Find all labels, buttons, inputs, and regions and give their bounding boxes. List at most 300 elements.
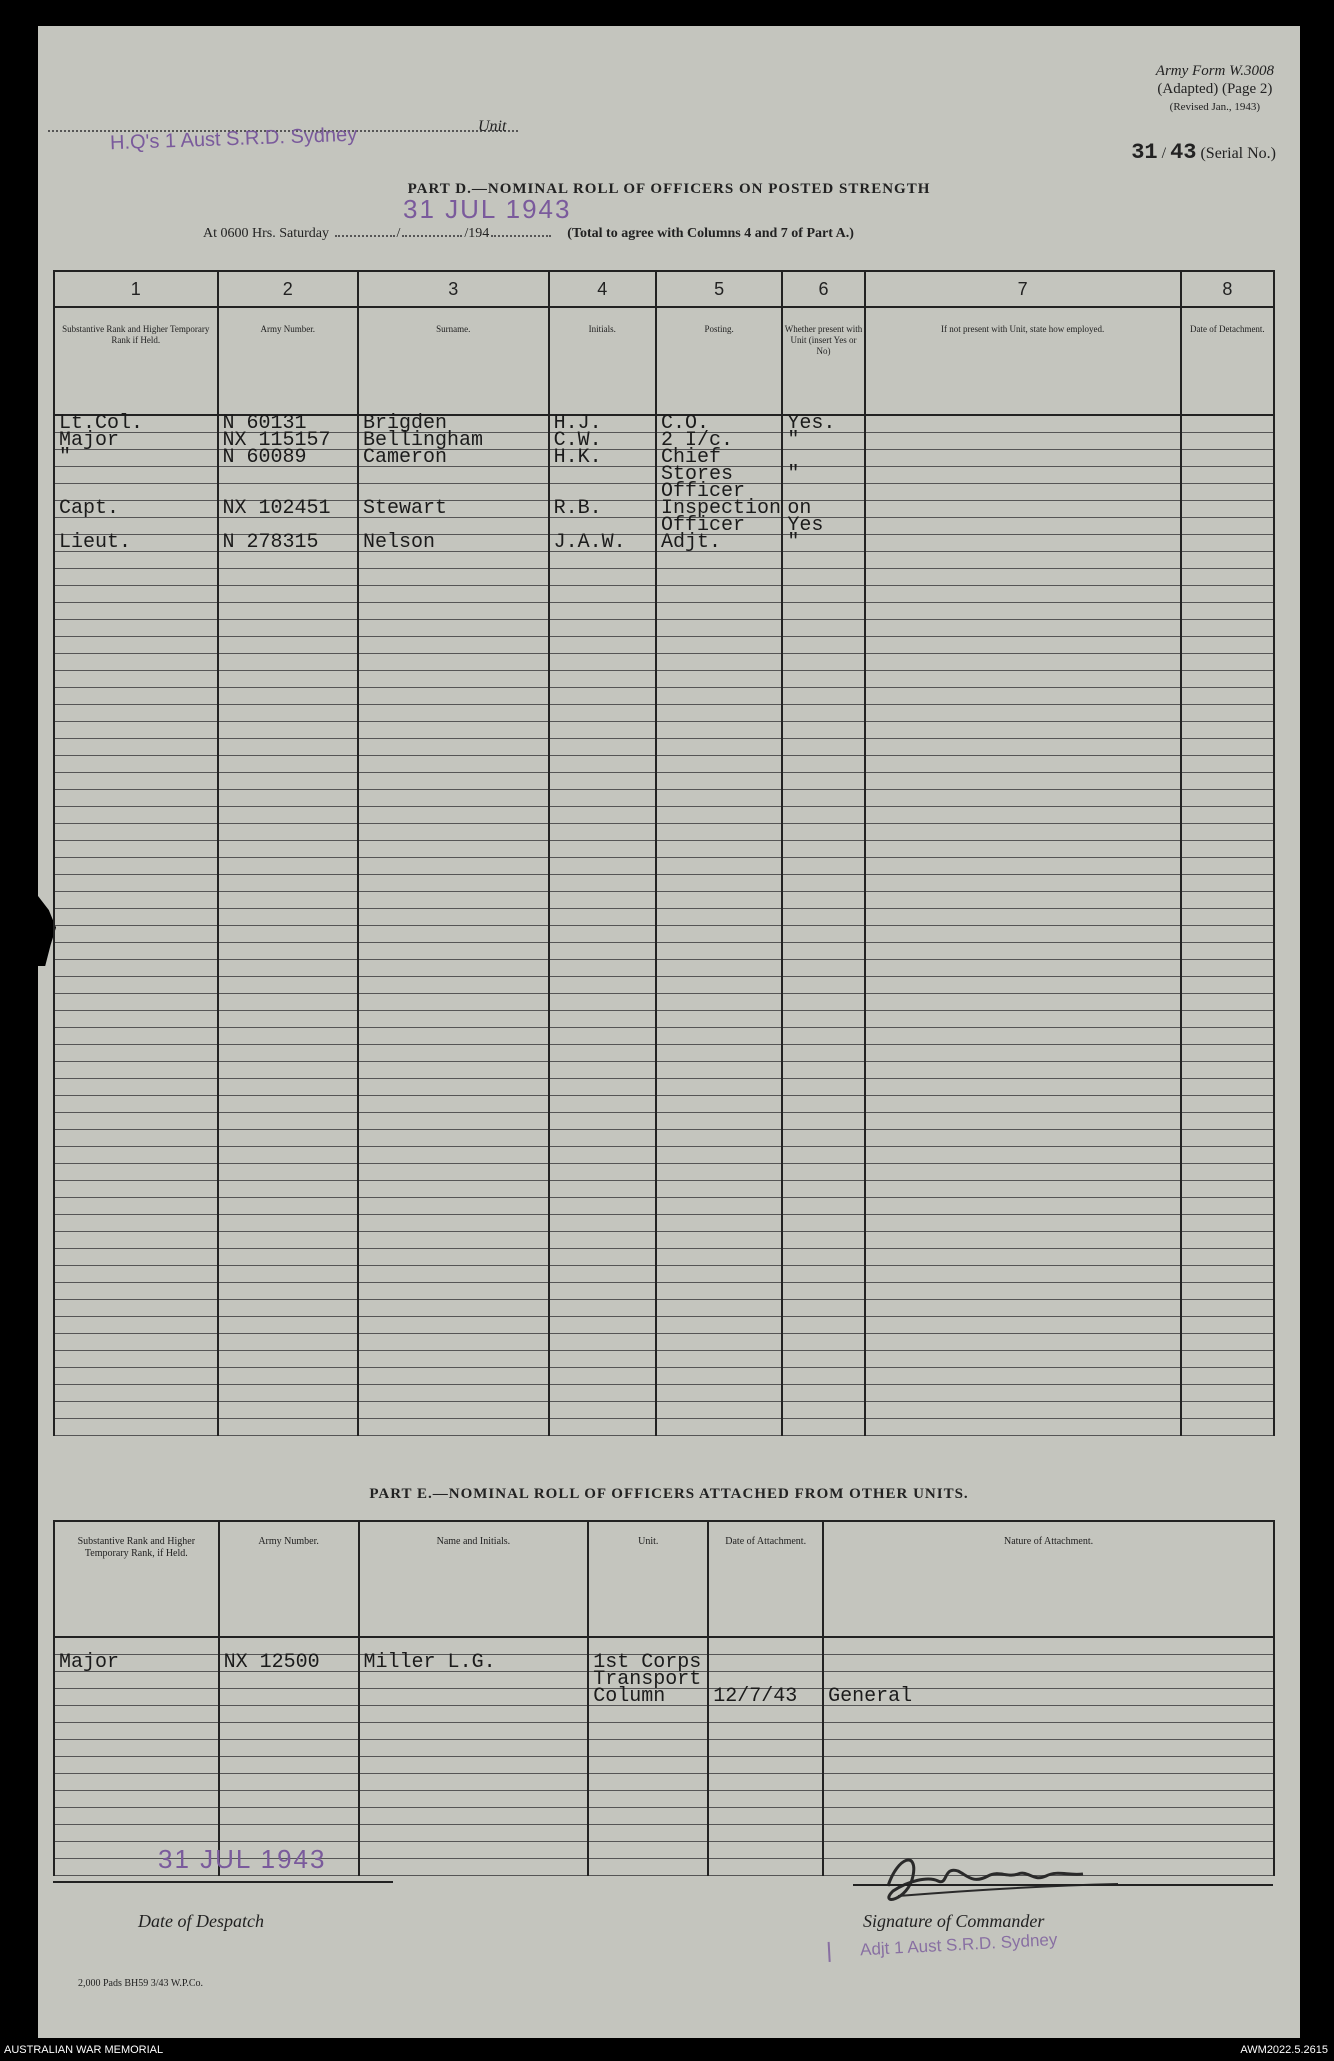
table-cell [865, 603, 1181, 620]
table-cell [1181, 450, 1274, 467]
table-cell [1181, 756, 1274, 773]
table-cell [54, 1181, 218, 1198]
table-cell [54, 773, 218, 790]
table-cell [782, 1181, 864, 1198]
table-cell [218, 1317, 358, 1334]
table-cell [1181, 1266, 1274, 1283]
table-cell [865, 875, 1181, 892]
table-cell [1181, 1164, 1274, 1181]
table-row [54, 705, 1274, 722]
table-cell [358, 909, 549, 926]
table-cell [54, 1062, 218, 1079]
table-cell [218, 943, 358, 960]
table-cell [549, 1045, 656, 1062]
table-cell [218, 1079, 358, 1096]
table-cell [1181, 875, 1274, 892]
table-cell [54, 637, 218, 654]
table-cell [218, 1096, 358, 1113]
table-row [54, 773, 1274, 790]
table-cell [218, 1028, 358, 1045]
table-cell [1181, 1419, 1274, 1436]
table-cell [358, 586, 549, 603]
table-cell [1181, 1368, 1274, 1385]
table-cell [359, 1791, 589, 1808]
table-cell [549, 1147, 656, 1164]
table-cell: General [823, 1689, 1274, 1706]
col-label-posting: Posting. [656, 307, 782, 415]
table-row [54, 994, 1274, 1011]
table-row [54, 1249, 1274, 1266]
table-cell [1181, 569, 1274, 586]
table-cell [782, 586, 864, 603]
table-row [54, 569, 1274, 586]
table-cell [865, 1130, 1181, 1147]
table-cell [218, 1266, 358, 1283]
table-cell [782, 552, 864, 569]
table-cell [218, 1232, 358, 1249]
table-cell [865, 1283, 1181, 1300]
table-cell [1181, 1249, 1274, 1266]
table-row [54, 875, 1274, 892]
table-cell [865, 1368, 1181, 1385]
table-cell [782, 1113, 864, 1130]
table-cell [656, 1385, 782, 1402]
table-cell [218, 841, 358, 858]
table-cell [359, 1842, 589, 1859]
table-cell [359, 1689, 589, 1706]
table-cell [549, 1113, 656, 1130]
table-cell [218, 637, 358, 654]
table-cell [218, 960, 358, 977]
table-row [54, 1079, 1274, 1096]
table-cell [1181, 501, 1274, 518]
table-cell [549, 960, 656, 977]
table-cell [359, 1740, 589, 1757]
table-cell [54, 1147, 218, 1164]
table-cell [656, 1351, 782, 1368]
table-cell [656, 1045, 782, 1062]
table-cell [359, 1825, 589, 1842]
table-cell [865, 467, 1181, 484]
col-number: 2 [218, 271, 358, 307]
table-cell [218, 1368, 358, 1385]
table-cell [656, 637, 782, 654]
serial-sep: / [1161, 145, 1167, 162]
table-cell [54, 1028, 218, 1045]
table-cell [865, 1181, 1181, 1198]
table-cell [1181, 739, 1274, 756]
table-cell: on [782, 501, 864, 518]
col-label-employment: If not present with Unit, state how employed. [865, 307, 1181, 415]
unit-label: Unit [478, 118, 507, 135]
table-row [54, 1317, 1274, 1334]
table-cell [588, 1842, 708, 1859]
table-cell [782, 875, 864, 892]
table-cell [218, 654, 358, 671]
table-cell [823, 1791, 1274, 1808]
table-cell [54, 1249, 218, 1266]
table-cell [54, 1419, 218, 1436]
table-cell [1181, 1181, 1274, 1198]
table-row [54, 1096, 1274, 1113]
col-label-detachment: Date of Detachment. [1181, 307, 1274, 415]
table-cell [218, 773, 358, 790]
table-row [54, 603, 1274, 620]
table-cell [219, 1723, 359, 1740]
month-field [402, 235, 462, 237]
table-cell [549, 688, 656, 705]
table-cell [54, 1368, 218, 1385]
table-row [54, 1723, 1274, 1740]
table-row [54, 671, 1274, 688]
table-cell [549, 841, 656, 858]
table-cell [656, 1113, 782, 1130]
table-cell [358, 1079, 549, 1096]
table-cell [549, 603, 656, 620]
part-d-rows [54, 412, 1274, 1436]
col-label-date-attachment: Date of Attachment. [708, 1521, 823, 1637]
table-cell [782, 1300, 864, 1317]
table-cell [865, 1317, 1181, 1334]
table-cell [358, 569, 549, 586]
table-cell [218, 756, 358, 773]
table-cell [865, 1300, 1181, 1317]
table-cell [54, 1825, 219, 1842]
col-label-initials: Initials. [549, 307, 656, 415]
table-cell [549, 892, 656, 909]
table-cell [358, 1232, 549, 1249]
table-cell [588, 1859, 708, 1876]
table-cell [54, 1672, 219, 1689]
despatch-label: Date of Despatch [138, 1911, 264, 1931]
table-row [54, 722, 1274, 739]
table-cell [865, 892, 1181, 909]
table-cell [358, 1249, 549, 1266]
table-cell: Inspection [656, 501, 782, 518]
table-cell [359, 1808, 589, 1825]
table-row [54, 1130, 1274, 1147]
table-cell [656, 1028, 782, 1045]
table-cell [708, 1740, 823, 1757]
table-row [54, 1334, 1274, 1351]
table-cell [218, 603, 358, 620]
table-cell: 1st Corps [588, 1655, 708, 1672]
table-cell [656, 739, 782, 756]
table-cell [219, 1672, 359, 1689]
table-cell [358, 671, 549, 688]
table-cell [1181, 1062, 1274, 1079]
table-cell [549, 909, 656, 926]
table-cell [656, 569, 782, 586]
archive-credit: AUSTRALIAN WAR MEMORIAL [4, 2044, 164, 2056]
table-cell [54, 892, 218, 909]
table-cell [588, 1706, 708, 1723]
table-cell [218, 909, 358, 926]
table-cell [1181, 1096, 1274, 1113]
table-row [54, 756, 1274, 773]
table-row [54, 688, 1274, 705]
table-cell [782, 1266, 864, 1283]
table-cell [656, 705, 782, 722]
archive-id: AWM2022.5.2615 [1240, 2044, 1328, 2056]
table-cell [782, 1045, 864, 1062]
table-cell [218, 620, 358, 637]
table-cell [358, 1062, 549, 1079]
table-cell [219, 1808, 359, 1825]
table-cell [549, 1028, 656, 1045]
table-cell [549, 943, 656, 960]
table-cell [549, 467, 656, 484]
table-cell [358, 790, 549, 807]
table-cell [782, 705, 864, 722]
table-cell [218, 1113, 358, 1130]
form-revised: (Revised Jan., 1943) [1169, 101, 1261, 113]
table-cell [549, 1385, 656, 1402]
serial-number [1131, 140, 1276, 165]
table-cell [359, 1774, 589, 1791]
table-cell: NX 115157 [218, 433, 358, 450]
table-cell [54, 654, 218, 671]
table-cell [782, 909, 864, 926]
table-cell [865, 977, 1181, 994]
col-number: 5 [656, 271, 782, 307]
table-cell [358, 1198, 549, 1215]
table-row [54, 1011, 1274, 1028]
table-cell [865, 756, 1181, 773]
signature-label: Signature of Commander [863, 1911, 1045, 1931]
table-cell [218, 994, 358, 1011]
table-cell [1181, 1011, 1274, 1028]
table-cell [865, 1198, 1181, 1215]
table-row [54, 1028, 1274, 1045]
table-cell [549, 586, 656, 603]
table-cell [782, 739, 864, 756]
table-cell [708, 1655, 823, 1672]
at-year: /194 [464, 226, 490, 241]
table-cell [588, 1825, 708, 1842]
table-row [54, 1283, 1274, 1300]
table-cell [549, 1215, 656, 1232]
table-cell [549, 705, 656, 722]
at-sep: / [396, 226, 401, 241]
table-cell [358, 1368, 549, 1385]
table-cell [218, 1045, 358, 1062]
part-e-table [53, 1520, 1275, 1876]
table-cell [708, 1637, 823, 1655]
table-cell [54, 1215, 218, 1232]
table-cell [549, 1198, 656, 1215]
table-cell: Yes [782, 518, 864, 535]
table-cell [865, 450, 1181, 467]
table-cell [1181, 960, 1274, 977]
day-field [335, 235, 395, 237]
table-row [54, 1045, 1274, 1062]
table-cell [588, 1740, 708, 1757]
table-cell [865, 909, 1181, 926]
table-cell [218, 977, 358, 994]
table-cell [219, 1791, 359, 1808]
table-cell [54, 1096, 218, 1113]
table-cell [865, 569, 1181, 586]
table-cell [358, 756, 549, 773]
table-cell [656, 1181, 782, 1198]
col-label-army-number: Army Number. [219, 1521, 359, 1637]
table-cell [656, 1266, 782, 1283]
table-cell [218, 1385, 358, 1402]
table-cell [782, 688, 864, 705]
table-cell [358, 1096, 549, 1113]
table-cell [54, 807, 218, 824]
table-cell [823, 1706, 1274, 1723]
table-cell: Major [54, 1655, 219, 1672]
table-cell [358, 1045, 549, 1062]
table-cell [782, 620, 864, 637]
table-cell [656, 1300, 782, 1317]
table-cell [358, 1351, 549, 1368]
table-cell [358, 1266, 549, 1283]
table-cell [54, 1300, 218, 1317]
table-cell [865, 1215, 1181, 1232]
table-cell [782, 858, 864, 875]
table-cell [359, 1672, 589, 1689]
table-cell [54, 1402, 218, 1419]
table-row [54, 1351, 1274, 1368]
table-cell [782, 1079, 864, 1096]
table-cell [865, 994, 1181, 1011]
table-cell [54, 1045, 218, 1062]
table-cell [549, 620, 656, 637]
table-cell [656, 1011, 782, 1028]
table-cell [823, 1757, 1274, 1774]
table-cell [1181, 603, 1274, 620]
table-cell [865, 858, 1181, 875]
table-cell [218, 688, 358, 705]
table-cell [54, 705, 218, 722]
table-cell [218, 467, 358, 484]
table-row [54, 1774, 1274, 1791]
table-cell [656, 858, 782, 875]
table-cell [218, 1181, 358, 1198]
table-cell [219, 1689, 359, 1706]
table-cell: C.O. [656, 415, 782, 433]
table-cell [54, 1113, 218, 1130]
table-row [54, 926, 1274, 943]
table-cell [358, 1283, 549, 1300]
table-row [54, 790, 1274, 807]
table-row [54, 637, 1274, 654]
table-cell: " [782, 467, 864, 484]
table-cell [782, 1402, 864, 1419]
table-cell [549, 1300, 656, 1317]
table-cell: Transport [588, 1672, 708, 1689]
table-cell [656, 1164, 782, 1181]
table-cell [782, 926, 864, 943]
table-cell [358, 705, 549, 722]
table-cell [54, 1198, 218, 1215]
table-cell [782, 1419, 864, 1436]
table-cell [358, 1147, 549, 1164]
table-cell [218, 1402, 358, 1419]
table-cell [549, 1266, 656, 1283]
table-cell [358, 841, 549, 858]
table-cell [54, 1266, 218, 1283]
table-cell [54, 739, 218, 756]
table-cell: " [782, 535, 864, 552]
table-cell [218, 1215, 358, 1232]
table-cell [782, 1028, 864, 1045]
table-cell [549, 1232, 656, 1249]
table-cell [549, 722, 656, 739]
table-cell [54, 1757, 219, 1774]
table-cell [218, 705, 358, 722]
at-prefix: At 0600 Hrs. Saturday [203, 226, 329, 241]
table-cell: Officer [656, 518, 782, 535]
table-cell [218, 807, 358, 824]
table-cell [1181, 909, 1274, 926]
table-cell [1181, 807, 1274, 824]
table-cell [865, 1079, 1181, 1096]
table-row [54, 1062, 1274, 1079]
table-cell [54, 1723, 219, 1740]
table-cell [782, 1198, 864, 1215]
table-cell [782, 671, 864, 688]
table-cell [549, 671, 656, 688]
table-row [54, 552, 1274, 569]
table-cell [865, 1232, 1181, 1249]
table-cell [218, 1334, 358, 1351]
table-cell [1181, 1113, 1274, 1130]
table-cell [54, 722, 218, 739]
table-cell [218, 722, 358, 739]
col-number: 6 [782, 271, 864, 307]
table-cell [656, 773, 782, 790]
table-cell [708, 1842, 823, 1859]
table-cell [358, 926, 549, 943]
table-cell [1181, 586, 1274, 603]
table-row [54, 1300, 1274, 1317]
table-cell [656, 960, 782, 977]
table-cell [358, 688, 549, 705]
adjutant-stamp: Adjt 1 Aust S.R.D. Sydney [828, 1930, 1058, 1962]
table-cell: Nelson [358, 535, 549, 552]
despatch-stamp: 31 JUL 1943 [158, 1844, 327, 1874]
part-e-column-labels [54, 1521, 1274, 1637]
table-cell [656, 1317, 782, 1334]
table-cell: H.J. [549, 415, 656, 433]
table-cell [656, 756, 782, 773]
table-cell [656, 552, 782, 569]
table-cell: Capt. [54, 501, 218, 518]
table-cell [865, 1351, 1181, 1368]
table-cell [218, 586, 358, 603]
table-cell [54, 586, 218, 603]
table-cell: Bellingham [358, 433, 549, 450]
table-cell [218, 569, 358, 586]
table-cell: Cameron [358, 450, 549, 467]
table-cell [358, 1215, 549, 1232]
table-cell [549, 1011, 656, 1028]
table-row [54, 1689, 1274, 1706]
table-cell [865, 705, 1181, 722]
table-cell [549, 1181, 656, 1198]
table-cell [656, 994, 782, 1011]
col-label-surname: Surname. [358, 307, 549, 415]
table-cell [782, 1385, 864, 1402]
table-cell [549, 1130, 656, 1147]
table-cell [782, 637, 864, 654]
table-cell [54, 1351, 218, 1368]
table-cell [54, 1130, 218, 1147]
